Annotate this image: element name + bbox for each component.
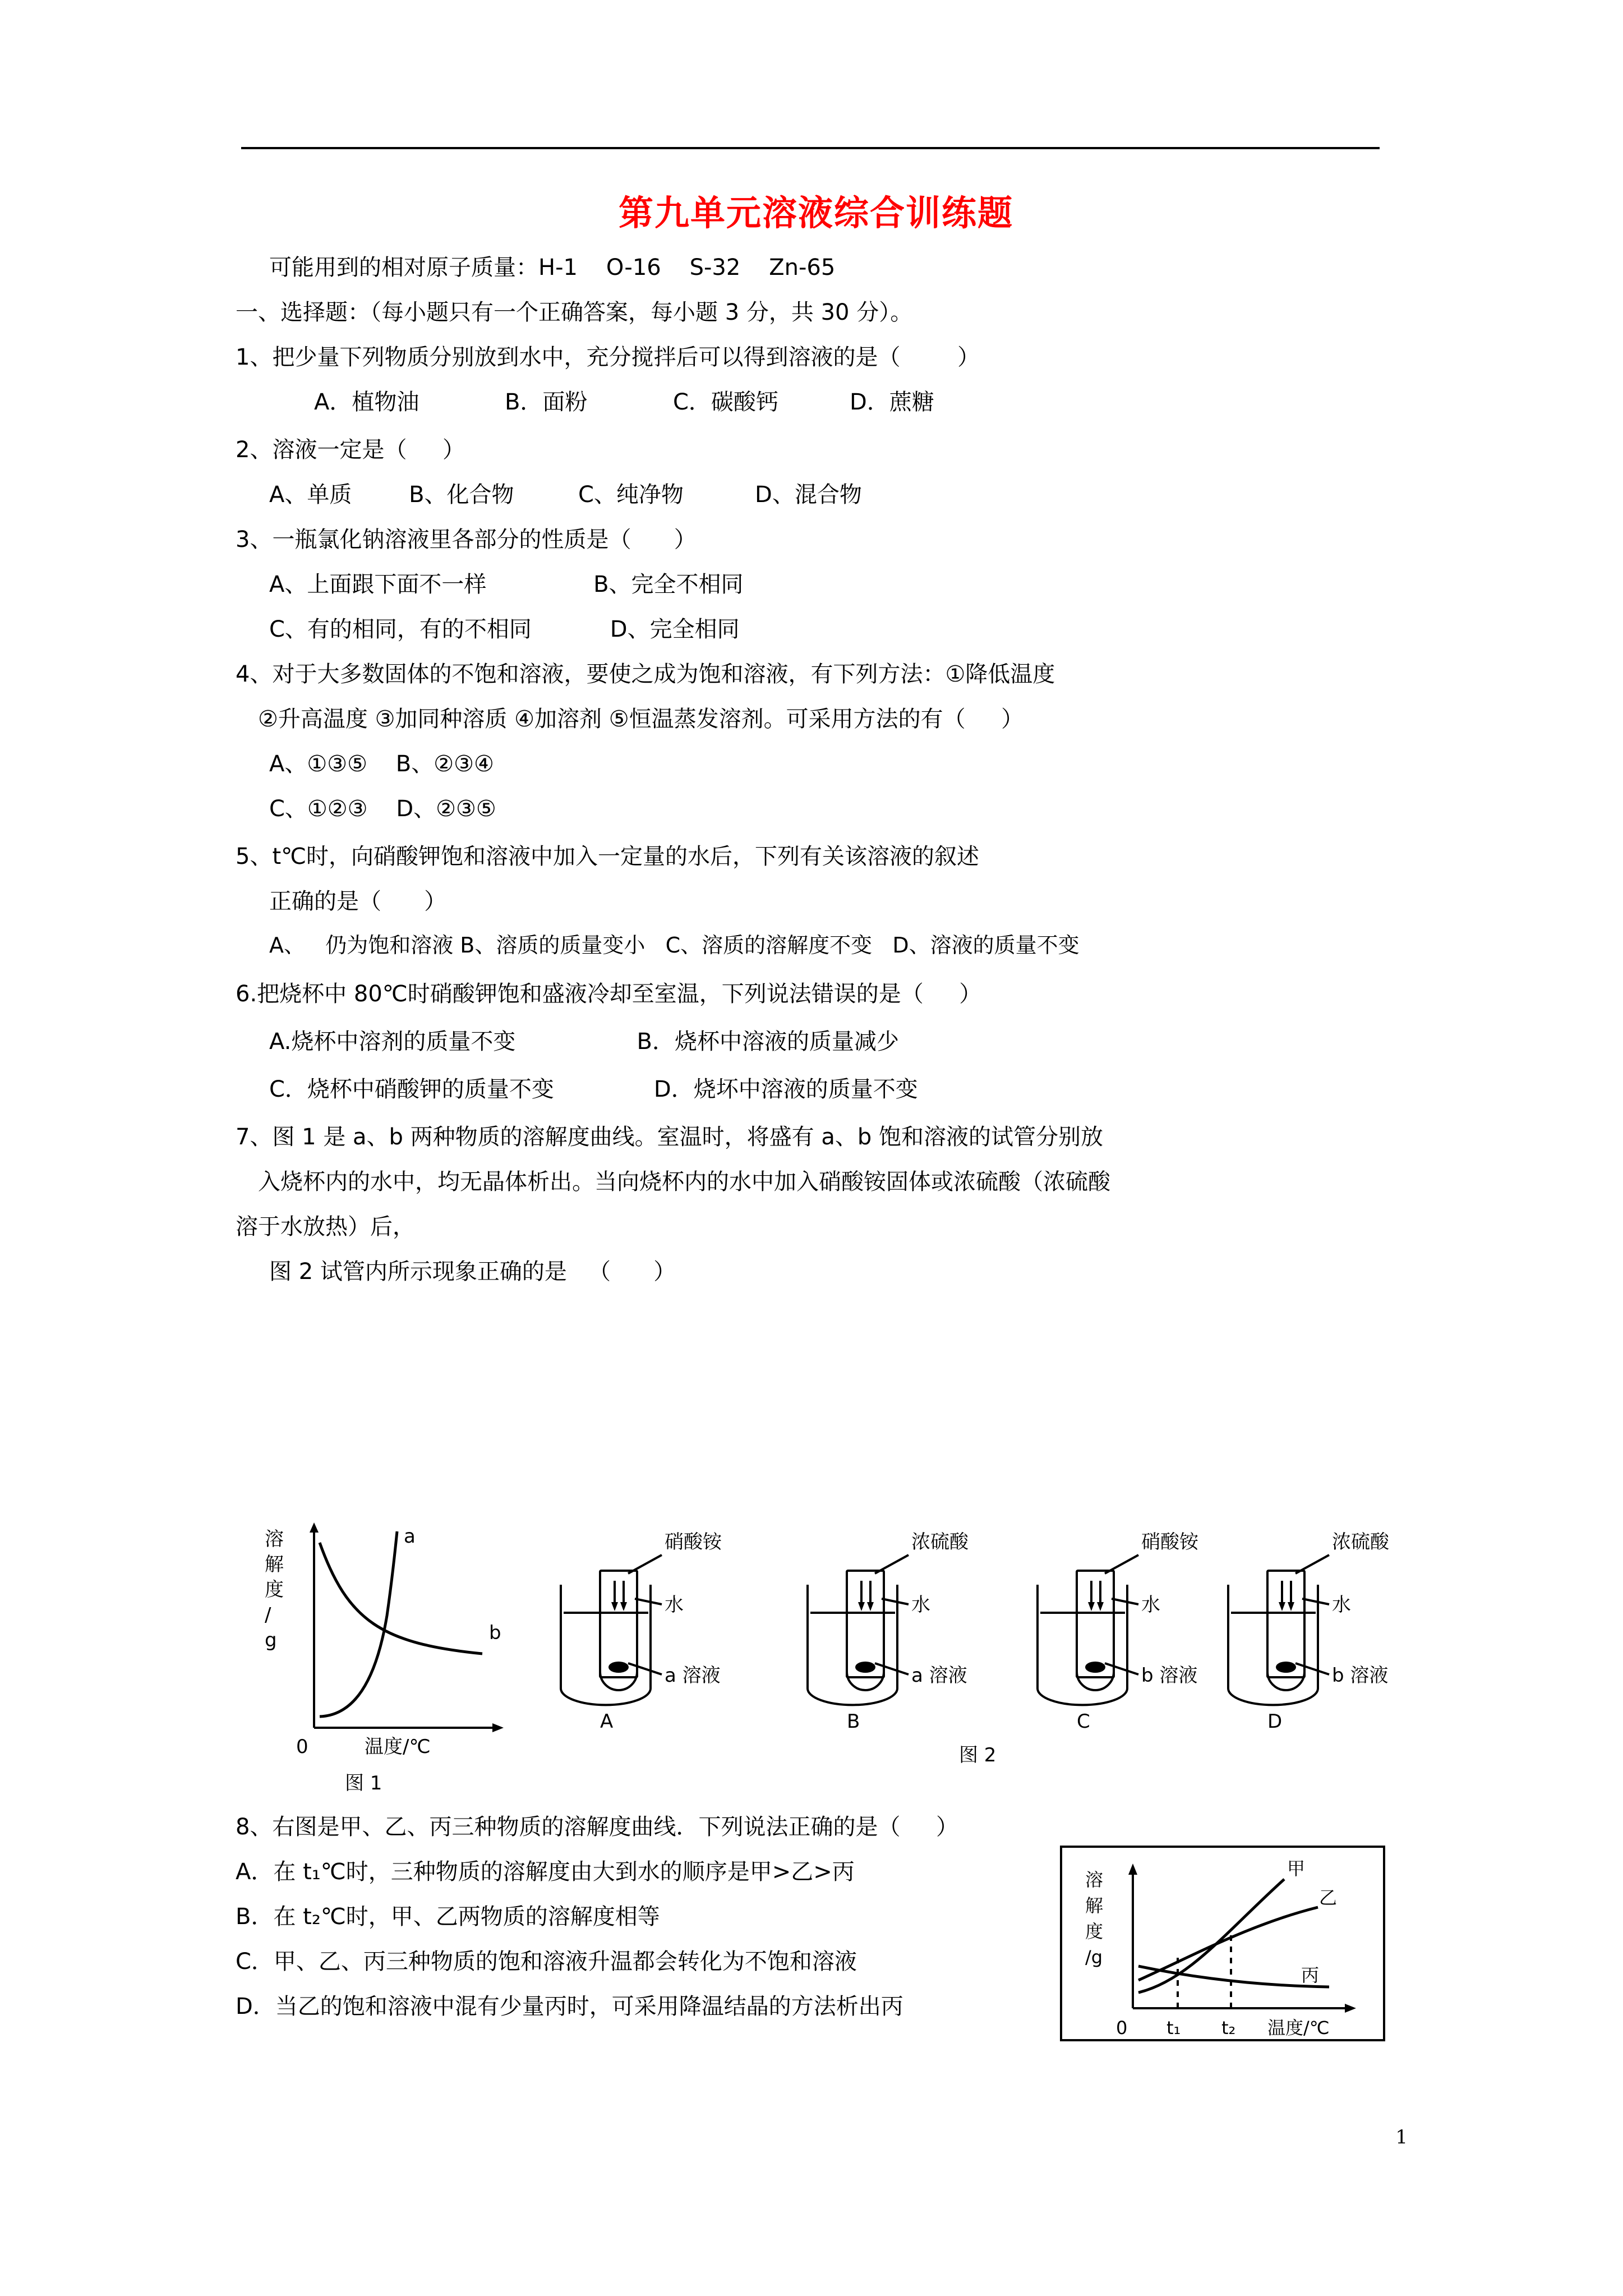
figure-2-item-c-water-label: 水 [1141, 1594, 1160, 1616]
question-8-option-d: D．当乙的饱和溶液中混有少量丙时，可采用降温结晶的方法析出丙 [236, 1994, 903, 2019]
header-rule [241, 147, 1380, 149]
document-page: 第九单元溶液综合训练题 可能用到的相对原子质量：H-1 O-16 S-32 Zn-65 一、选择题：（每小题只有一个正确答案，每小题 3 分，共 30 分）。 1、把少量下列物质分别放到水中，充分搅拌后可以得到溶液的是（ ） A．植物油 B．面粉 C．碳酸钙 D．蔗糖 2、溶液一定是（ ） A、单质 B、化合物 C、纯净物 D、混合物 3、一瓶氯化钠溶液里各部分的性质是（ ） A、上面跟下面不一样 B、完全不相同 C、有的相同，有的不相同 D、完全相同 4、对于大多数固体的不饱和溶液，要使之成为饱和溶液，有下列方法：①降低温度 ②升高温度 ③加同种溶质 ④加溶剂 ⑤恒温蒸发溶剂。可采用方法的有（ ） A、①③⑤ B、②③④ C、①②③ D、②③⑤ 5、t℃时，向硝酸钾饱和溶液中加入一定量的水后，下列有关该溶液的叙述 正确的是（ ） A、 仍为饱和溶液 B、溶质的质量变小 C、溶质的溶解度不变 D、溶液的质量不变 6.把烧杯中 80℃时硝酸钾饱和盛液冷却至室温，下列说法错误的是（ ） A.烧杯中溶剂的质量不变 B．烧杯中溶液的质量减少 C．烧杯中硝酸钾的质量不变 D．烧坏中溶液的质量不变 7、图 1 是 a、b 两种物质的溶解度曲线。室温时，将盛有 a、b 饱和溶液的试管分别放 入烧杯内的水中，均无晶体析出。当向烧杯内的水中加入硝酸铵固体或浓硫酸（浓硫酸 溶于水放热）后， 图 2 试管内所示现象正确的是 （ ） 溶 解 度 / g a b 0 温度/℃ 图 1 硝酸铵 水 a 溶液 A 浓硫酸 水 a 溶液 B 硝酸铵 水 b 溶液 C 浓硫酸 水 b 溶液 D 图 2 8、右图是甲、乙、丙三种物质的溶解度曲线．下列说法正确的是（ ） A．在 t₁℃时，三种物质的溶解度由大到水的顺序是甲>乙>丙 B．在 t₂℃时，甲、乙两物质的溶解度相等 C．甲、乙、丙三种物质的饱和溶液升温都会转化为不饱和溶液 D．当乙的饱和溶液中混有少量丙时，可采用降温结晶的方法析出丙 溶 解 度 /g 甲 乙 丙 0 t₁ t₂ 温度/℃ 1 [0, 0, 1623, 2296]
figure-3-y-label-char-1: 溶 [1085, 1869, 1104, 1890]
question-4-stem-cont: ②升高温度 ③加同种溶质 ④加溶剂 ⑤恒温蒸发溶剂。可采用方法的有（ ） [258, 706, 1024, 732]
question-1-options: A．植物油 B．面粉 C．碳酸钙 D．蔗糖 [314, 389, 934, 415]
figure-1-y-axis-label-char-5: g [265, 1629, 277, 1651]
figure-2-item-a [561, 1555, 662, 1705]
figure-2-item-a-top-label: 硝酸铵 [665, 1531, 722, 1553]
figure-3-curve-label-jia: 甲 [1287, 1858, 1306, 1879]
figure-2-item-d-water-label: 水 [1332, 1594, 1351, 1616]
figure-3-origin-label: 0 [1116, 2017, 1128, 2039]
figure-2-item-d [1228, 1555, 1329, 1705]
figure-1-y-axis-label-char-3: 度 [265, 1579, 284, 1601]
question-6-stem: 6.把烧杯中 80℃时硝酸钾饱和盛液冷却至室温，下列说法错误的是（ ） [236, 981, 982, 1007]
question-3-stem: 3、一瓶氯化钠溶液里各部分的性质是（ ） [236, 527, 697, 553]
question-7-stem-cont3: 图 2 试管内所示现象正确的是 （ ） [269, 1259, 676, 1285]
figure-1-x-axis-label: 温度/℃ [365, 1736, 431, 1758]
question-7-stem: 7、图 1 是 a、b 两种物质的溶解度曲线。室温时，将盛有 a、b 饱和溶液的试管分别放 [236, 1124, 1103, 1150]
question-4-stem: 4、对于大多数固体的不饱和溶液，要使之成为饱和溶液，有下列方法：①降低温度 [236, 661, 1055, 687]
question-2-options: A、单质 B、化合物 C、纯净物 D、混合物 [269, 482, 862, 508]
question-6-options-line-1: A.烧杯中溶剂的质量不变 B．烧杯中溶液的质量减少 [269, 1029, 899, 1055]
page-title: 第九单元溶液综合训练题 [618, 192, 1013, 233]
question-8-option-c: C．甲、乙、丙三种物质的饱和溶液升温都会转化为不饱和溶液 [236, 1949, 857, 1975]
figure-2-item-c-top-label: 硝酸铵 [1141, 1531, 1198, 1553]
figure-3-curve-label-yi: 乙 [1319, 1887, 1338, 1908]
figure-1-origin-label: 0 [296, 1736, 308, 1758]
question-5-options: A、 仍为饱和溶液 B、溶质的质量变小 C、溶质的溶解度不变 D、溶液的质量不变 [269, 933, 1080, 958]
figure-2-item-d-top-label: 浓硫酸 [1332, 1531, 1389, 1553]
question-8-option-a: A．在 t₁℃时，三种物质的溶解度由大到水的顺序是甲>乙>丙 [236, 1859, 855, 1885]
figure-3-curve-label-bing: 丙 [1301, 1964, 1320, 1986]
figure-2-caption: 图 2 [959, 1744, 997, 1766]
question-5-stem-cont: 正确的是（ ） [269, 889, 447, 914]
figure-2-item-d-solution-label: b 溶液 [1332, 1664, 1389, 1687]
figure-2-item-a-water-label: 水 [665, 1594, 684, 1616]
figure-2-item-b-solution-label: a 溶液 [911, 1664, 967, 1687]
question-4-options-line-1: A、①③⑤ B、②③④ [269, 751, 494, 777]
atomic-masses-line: 可能用到的相对原子质量：H-1 O-16 S-32 Zn-65 [269, 255, 836, 280]
figure-1-curve-a-label: a [404, 1525, 416, 1548]
figure-2-item-b [808, 1555, 909, 1705]
figure-3-y-label-char-2: 解 [1085, 1895, 1104, 1916]
figure-3-svg [1060, 1846, 1385, 2059]
figure-2-item-d-letter: D [1267, 1710, 1283, 1733]
question-2-stem: 2、溶液一定是（ ） [236, 437, 465, 463]
figure-3-y-label-char-4: /g [1085, 1947, 1103, 1968]
figure-1-y-axis-label-char-1: 溶 [265, 1528, 284, 1550]
question-5-stem: 5、t℃时，向硝酸钾饱和溶液中加入一定量的水后，下列有关该溶液的叙述 [236, 844, 980, 869]
question-6-options-line-2: C．烧杯中硝酸钾的质量不变 D．烧坏中溶液的质量不变 [269, 1076, 918, 1102]
figure-2-item-a-solution-label: a 溶液 [665, 1664, 721, 1687]
figure-1-curve-b-label: b [489, 1622, 501, 1644]
figure-2-item-b-top-label: 浓硫酸 [911, 1531, 969, 1553]
figure-2-item-c-letter: C [1077, 1710, 1090, 1733]
question-7-stem-cont2: 溶于水放热）后， [236, 1214, 415, 1240]
figure-2-item-b-water-label: 水 [911, 1594, 930, 1616]
figure-2-item-c-solution-label: b 溶液 [1141, 1664, 1198, 1687]
figure-1-and-2-svg [236, 1515, 1396, 1795]
figure-2-item-c [1038, 1555, 1138, 1705]
question-8-stem: 8、右图是甲、乙、丙三种物质的溶解度曲线．下列说法正确的是（ ） [236, 1814, 959, 1840]
figure-3-y-label-char-3: 度 [1085, 1921, 1104, 1942]
figure-1-y-axis-label-char-4: / [265, 1604, 271, 1626]
question-8-option-b: B．在 t₂℃时，甲、乙两物质的溶解度相等 [236, 1904, 660, 1930]
figure-2-item-a-letter: A [600, 1710, 614, 1733]
question-3-options-line-1: A、上面跟下面不一样 B、完全不相同 [269, 572, 744, 597]
figure-3-x-axis-label: 温度/℃ [1267, 2017, 1330, 2039]
figure-group-q7 [236, 1515, 1396, 1795]
question-1-stem: 1、把少量下列物质分别放到水中，充分搅拌后可以得到溶液的是（ ） [236, 344, 980, 370]
question-4-options-line-2: C、①②③ D、②③⑤ [269, 796, 496, 822]
figure-1 [310, 1522, 504, 1732]
figure-3-tick-1: t₁ [1166, 2017, 1181, 2039]
question-3-options-line-2: C、有的相同，有的不相同 D、完全相同 [269, 616, 740, 642]
figure-2-item-b-letter: B [847, 1710, 860, 1733]
figure-1-y-axis-label-char-2: 解 [265, 1553, 284, 1576]
section-heading-choice: 一、选择题：（每小题只有一个正确答案，每小题 3 分，共 30 分）。 [236, 300, 913, 325]
figure-3-wrap [1060, 1846, 1396, 2059]
figure-3-tick-2: t₂ [1221, 2017, 1236, 2039]
question-7-stem-cont: 入烧杯内的水中，均无晶体析出。当向烧杯内的水中加入硝酸铵固体或浓硫酸（浓硫酸 [258, 1169, 1110, 1195]
figure-1-caption: 图 1 [345, 1772, 382, 1795]
